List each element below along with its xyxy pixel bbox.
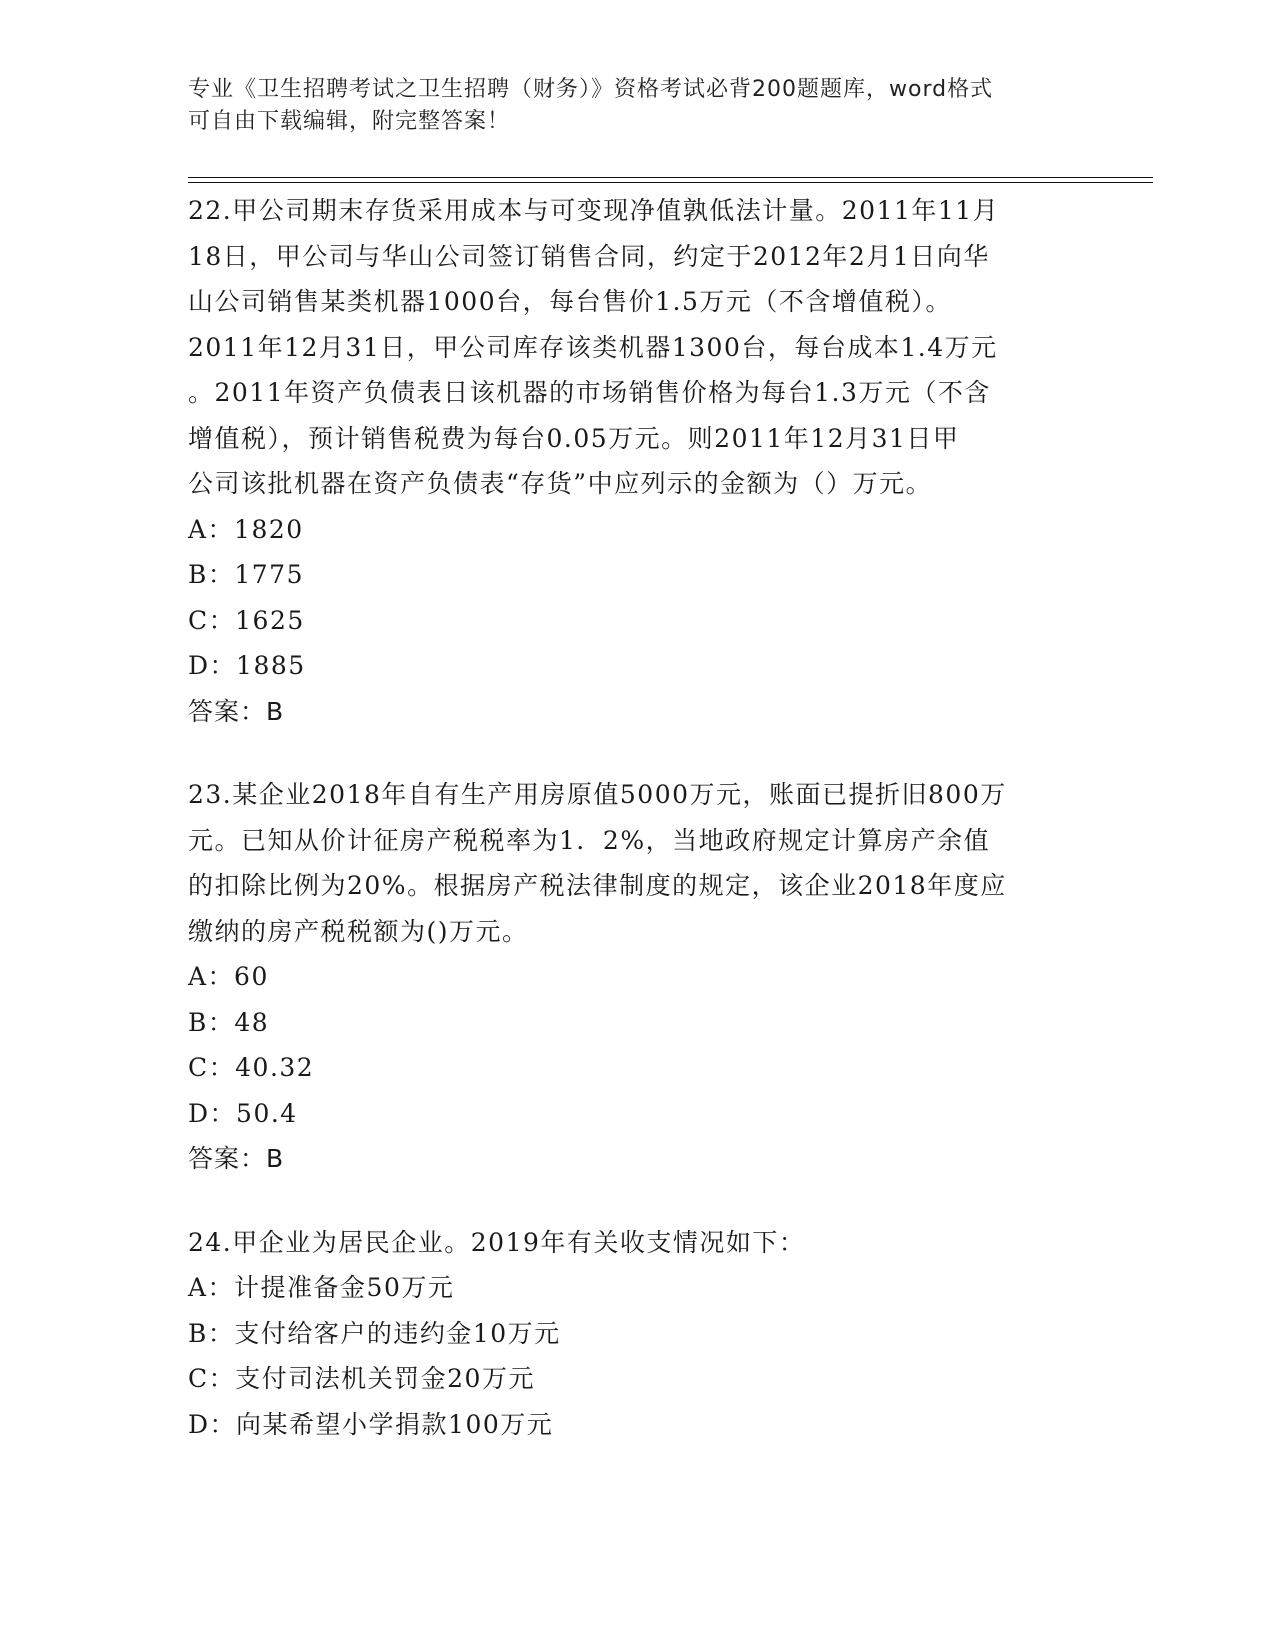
document-header bbox=[188, 74, 1088, 138]
question-stem-line: 23.某企业2018年自有生产用房原值5000万元，账面已提折旧800万 bbox=[188, 780, 1007, 809]
question-stem-line: 增值税），预计销售税费为每台0.05万元。则2011年12月31日甲 bbox=[188, 423, 960, 453]
question-stem-line: 22.甲公司期末存货采用成本与可变现净值孰低法计量。2011年11月 bbox=[188, 196, 1000, 225]
answer-line: 答案：B bbox=[188, 1144, 285, 1173]
question-22 bbox=[188, 188, 1088, 734]
question-stem-line: 的扣除比例为20%。根据房产税法律制度的规定，该企业2018年度应 bbox=[188, 871, 1007, 900]
header-title-line-1: 专业《卫生招聘考试之卫生招聘（财务）》资格考试必背200题题库，word格式 bbox=[188, 77, 994, 102]
option-c: C：40.32 bbox=[188, 1053, 315, 1082]
option-d: D：1885 bbox=[188, 651, 306, 680]
answer-line: 答案：B bbox=[188, 696, 285, 726]
option-b: B：1775 bbox=[188, 560, 304, 589]
question-24 bbox=[188, 1220, 1088, 1448]
option-d: D：50.4 bbox=[188, 1098, 298, 1128]
question-stem-line: 24.甲企业为居民企业。2019年有关收支情况如下： bbox=[188, 1227, 806, 1257]
question-stem-line: 缴纳的房产税税额为()万元。 bbox=[188, 916, 529, 946]
question-stem-line: 元。已知从价计征房产税税率为1．2%，当地政府规定计算房产余值 bbox=[188, 825, 991, 855]
question-stem-line: 山公司销售某类机器1000台，每台售价1.5万元（不含增值税）。 bbox=[188, 287, 952, 316]
header-divider-bottom bbox=[188, 182, 1153, 183]
question-list bbox=[188, 188, 1088, 1485]
header-title-line-2: 可自由下载编辑，附完整答案！ bbox=[188, 109, 511, 134]
option-b: B：支付给客户的违约金10万元 bbox=[188, 1318, 561, 1348]
header-divider-top bbox=[188, 177, 1153, 178]
question-stem-line: 公司该批机器在资产负债表“存货”中应列示的金额为（）万元。 bbox=[188, 469, 933, 498]
option-a: A：60 bbox=[188, 962, 269, 991]
option-a: A：1820 bbox=[188, 514, 304, 544]
option-c: C：1625 bbox=[188, 605, 305, 635]
option-b: B：48 bbox=[188, 1007, 270, 1037]
question-stem-line: 。2011年资产负债表日该机器的市场销售价格为每台1.3万元（不含 bbox=[188, 378, 991, 407]
question-stem-line: 2011年12月31日，甲公司库存该类机器1300台，每台成本1.4万元 bbox=[188, 332, 998, 362]
question-23 bbox=[188, 772, 1088, 1182]
option-d: D：向某希望小学捐款100万元 bbox=[188, 1409, 554, 1439]
question-stem-line: 18日，甲公司与华山公司签订销售合同，约定于2012年2月1日向华 bbox=[188, 241, 990, 271]
option-a: A：计提准备金50万元 bbox=[188, 1273, 455, 1302]
option-c: C：支付司法机关罚金20万元 bbox=[188, 1364, 535, 1393]
